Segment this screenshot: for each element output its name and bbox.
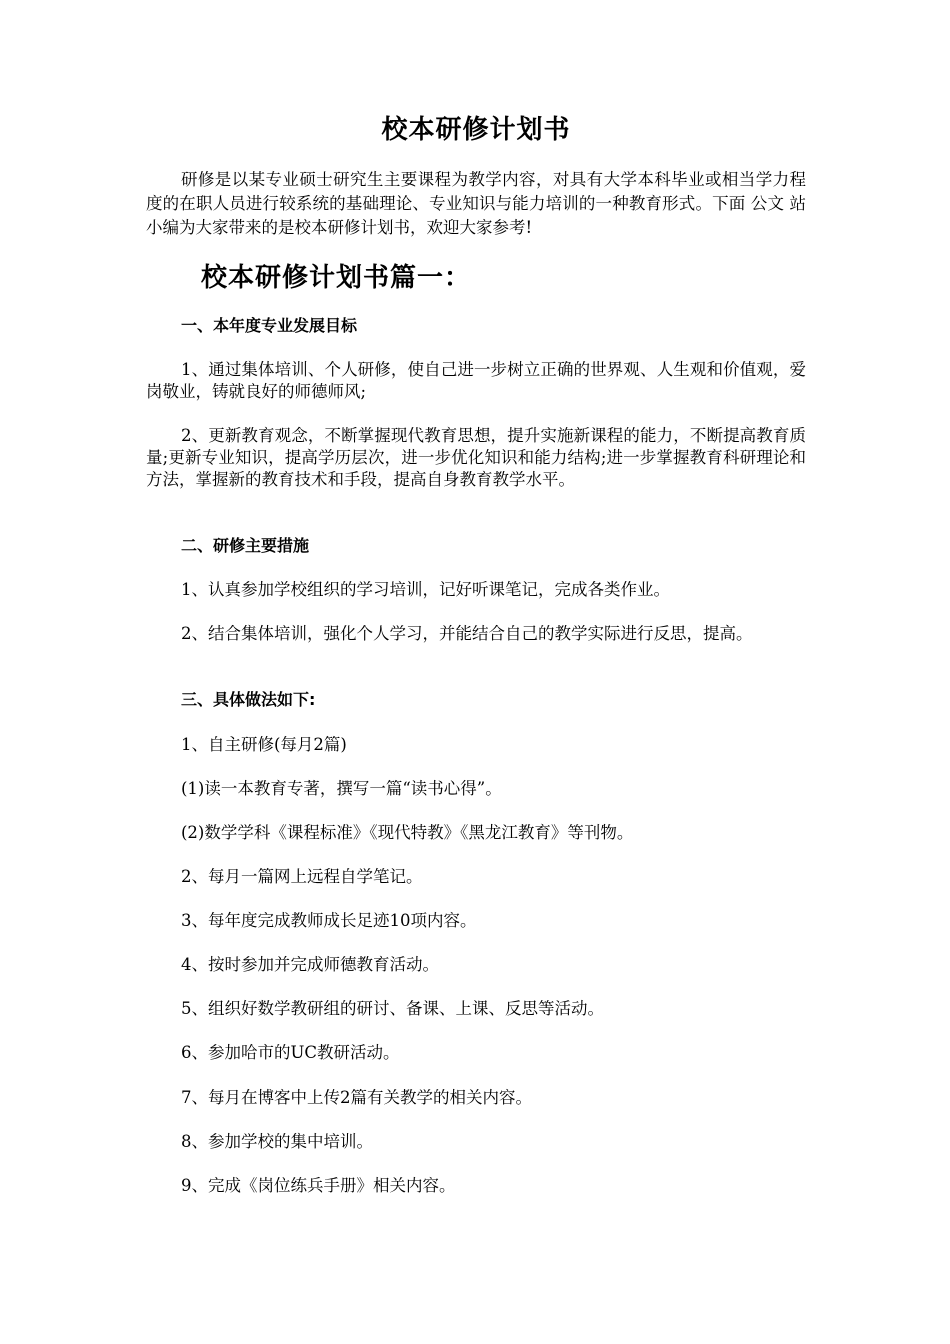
list-item: 5、组织好数学教研组的研讨、备课、上课、反思等活动。 — [181, 999, 604, 1018]
list-item: 8、参加学校的集中培训。 — [181, 1132, 373, 1151]
practices-heading: 三、具体做法如下: — [181, 690, 316, 709]
list-item: (2)数学学科《课程标准》《现代特教》《黑龙江教育》等刊物。 — [181, 823, 634, 842]
list-item: (1)读一本教育专著，撰写一篇“读书心得”。 — [181, 779, 502, 798]
list-item: 7、每月在博客中上传2篇有关教学的相关内容。 — [181, 1088, 532, 1107]
list-item: 9、完成《岗位练兵手册》相关内容。 — [181, 1176, 456, 1195]
section-title: 校本研修计划书篇一： — [201, 263, 472, 293]
measures-heading: 二、研修主要措施 — [181, 536, 310, 555]
measures-paragraph-1: 1、认真参加学校组织的学习培训，记好听课笔记，完成各类作业。 — [181, 580, 670, 599]
list-item: 4、按时参加并完成师德教育活动。 — [181, 955, 439, 974]
list-item: 1、自主研修(每月2篇) — [181, 735, 347, 754]
list-item: 2、每月一篇网上远程自学笔记。 — [181, 867, 423, 886]
list-item: 6、参加哈市的UC教研活动。 — [181, 1043, 400, 1062]
measures-paragraph-2: 2、结合集体培训，强化个人学习，并能结合自己的教学实际进行反思，提高。 — [181, 624, 753, 643]
goals-heading: 一、本年度专业发展目标 — [181, 316, 358, 335]
goals-paragraph-2: 2、更新教育观念，不断掌握现代教育思想，提升实施新课程的能力，不断提高教育质量;更新专业知识，提高学历层次，进一步优化知识和能力结构;进一步掌握教育科研理论和方法，掌握新的教育技术和手段，提高自身教育教学水平。 — [146, 426, 806, 489]
document-title: 校本研修计划书 — [381, 115, 571, 145]
goals-paragraph-1: 1、通过集体培训、个人研修，使自己进一步树立正确的世界观、人生观和价值观，爱岗敬业，铸就良好的师德师风; — [146, 360, 806, 401]
intro-paragraph: 研修是以某专业硕士研究生主要课程为教学内容，对具有大学本科毕业或相当学力程度的在职人员进行较系统的基础理论、专业知识与能力培训的一种教育形式。下面 公文 站小编为大家带来的是校本研修计划书，欢迎大家参考! — [146, 170, 806, 237]
list-item: 3、每年度完成教师成长足迹10项内容。 — [181, 911, 477, 930]
